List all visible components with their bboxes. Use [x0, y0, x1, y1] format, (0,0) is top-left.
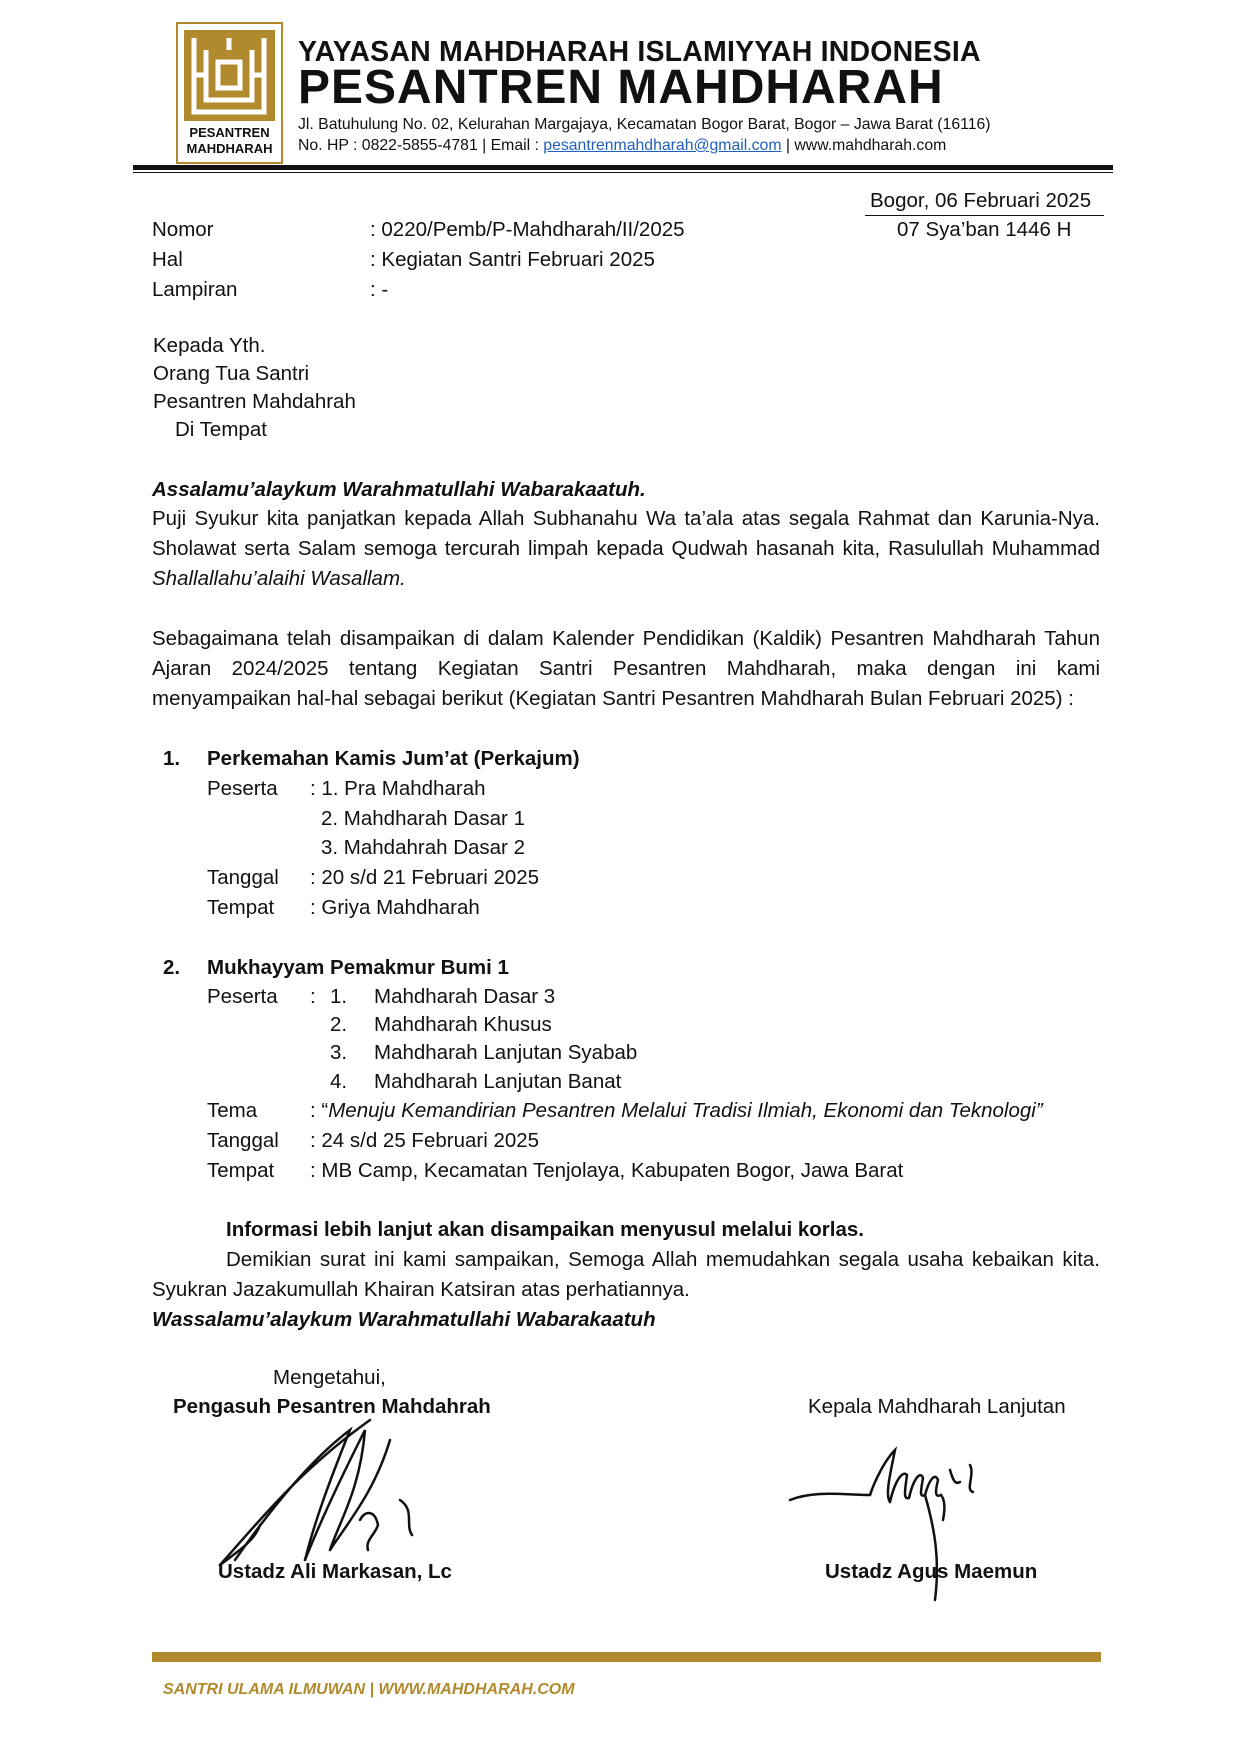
recipient-line-4: Di Tempat: [175, 418, 267, 441]
header-divider-thin: [133, 172, 1113, 173]
opening-line-2: Sholawat serta Salam semoga tercurah limpah kepada Qudwah hasanah kita, Rasulullah Muhammad: [152, 537, 1100, 560]
item2-tema-prefix: : “: [310, 1099, 329, 1122]
item2-tempat-label: Tempat: [207, 1159, 275, 1182]
hal-value: : Kegiatan Santri Februari 2025: [370, 248, 655, 271]
recipient-line-1: Kepada Yth.: [153, 334, 266, 357]
item2-tanggal: : 24 s/d 25 Februari 2025: [310, 1129, 540, 1152]
foundation-name: YAYASAN MAHDHARAH ISLAMIYYAH INDONESIA: [298, 36, 981, 68]
item2-tempat: : MB Camp, Kecamatan Tenjolaya, Kabupaten Bogor, Jawa Barat: [310, 1159, 904, 1182]
item2-peserta-num-1: 1.: [330, 985, 348, 1008]
recipient-line-3: Pesantren Mahdahrah: [153, 390, 356, 413]
item2-peserta-num-4: 4.: [330, 1070, 348, 1093]
item2-peserta-num-2: 2.: [330, 1013, 348, 1036]
email-link[interactable]: pesantrenmahdharah@gmail.com: [543, 137, 782, 154]
closing-line-2: Syukran Jazakumullah Khairan Katsiran atas perhatiannya.: [152, 1278, 690, 1301]
website-text: | www.mahdharah.com: [781, 137, 947, 154]
intro-line-2: Ajaran 2024/2025 tentang Kegiatan Santri Pesantren Mahdharah, maka dengan ini kami: [152, 657, 1100, 680]
logo-text-top: PESANTREN: [189, 125, 270, 140]
header-divider: [133, 165, 1113, 170]
hal-label: Hal: [152, 248, 183, 271]
lampiran-value: : -: [370, 278, 389, 301]
school-name: PESANTREN MAHDHARAH: [298, 61, 944, 114]
nomor-label: Nomor: [152, 218, 214, 241]
closing-info: Informasi lebih lanjut akan disampaikan menyusul melalui korlas.: [226, 1218, 864, 1241]
date-hijri: 07 Sya’ban 1446 H: [897, 218, 1072, 241]
left-signature-name: Ustadz Ali Markasan, Lc: [218, 1560, 452, 1583]
date-divider: [865, 215, 1104, 216]
lampiran-label: Lampiran: [152, 278, 238, 301]
item1-tempat-label: Tempat: [207, 896, 275, 919]
item1-peserta-2: 2. Mahdharah Dasar 1: [321, 807, 525, 830]
item1-tanggal-label: Tanggal: [207, 866, 279, 889]
item1-tempat: : Griya Mahdharah: [310, 896, 480, 919]
item2-tanggal-label: Tanggal: [207, 1129, 279, 1152]
footer-text: SANTRI ULAMA ILMUWAN | WWW.MAHDHARAH.COM: [163, 1681, 575, 1698]
closing-salam: Wassalamu’alaykum Warahmatullahi Wabarakaatuh: [152, 1308, 656, 1331]
item2-tema: [310, 1097, 1043, 1125]
item2-peserta-num-3: 3.: [330, 1041, 348, 1064]
footer-bar: [152, 1652, 1101, 1662]
intro-line-3: menyampaikan hal-hal sebagai berikut (Kegiatan Santri Pesantren Mahdharah Bulan Februari 2025) :: [152, 687, 1074, 710]
item1-number: 1.: [163, 747, 181, 770]
item2-number: 2.: [163, 956, 181, 979]
intro-line-1: Sebagaimana telah disampaikan di dalam Kalender Pendidikan (Kaldik) Pesantren Mahdharah Tahun: [152, 627, 1100, 650]
item2-title: Mukhayyam Pemakmur Bumi 1: [207, 956, 509, 979]
date-gregorian: Bogor, 06 Februari 2025: [870, 189, 1092, 212]
logo: [176, 22, 283, 164]
nomor-value: : 0220/Pemb/P-Mahdharah/II/2025: [370, 218, 685, 241]
right-signature-title: Kepala Mahdharah Lanjutan: [808, 1395, 1066, 1418]
item1-peserta-label: Peserta: [207, 777, 278, 800]
logo-text-bottom: MAHDHARAH: [186, 141, 273, 156]
left-signature-pre: Mengetahui,: [273, 1366, 386, 1389]
item2-peserta-label: Peserta: [207, 985, 278, 1008]
item1-tanggal: : 20 s/d 21 Februari 2025: [310, 866, 540, 889]
item2-peserta-3: Mahdharah Lanjutan Syabab: [374, 1041, 638, 1064]
opening-line-1: Puji Syukur kita panjatkan kepada Allah Subhanahu Wa ta’ala atas segala Rahmat dan Karunia-Nya.: [152, 507, 1100, 530]
address: Jl. Batuhulung No. 02, Kelurahan Margajaya, Kecamatan Bogor Barat, Bogor – Jawa Barat (16116): [298, 116, 991, 133]
recipient-line-2: Orang Tua Santri: [153, 362, 310, 385]
item2-tema-text: Menuju Kemandirian Pesantren Melalui Tradisi Ilmiah, Ekonomi dan Teknologi”: [328, 1099, 1043, 1122]
logo-emblem: [184, 30, 275, 121]
item1-peserta-1: : 1. Pra Mahdharah: [310, 777, 486, 800]
item2-tema-label: Tema: [207, 1099, 258, 1122]
item2-peserta-4: Mahdharah Lanjutan Banat: [374, 1070, 622, 1093]
contact-line: [298, 137, 946, 155]
item1-peserta-3: 3. Mahdahrah Dasar 2: [321, 836, 525, 859]
closing-line-1: Demikian surat ini kami sampaikan, Semoga Allah memudahkan segala usaha kebaikan kita.: [226, 1248, 1100, 1271]
kufic-pattern-icon: [184, 30, 275, 121]
item2-peserta-2: Mahdharah Khusus: [374, 1013, 552, 1036]
phone-text: No. HP : 0822-5855-4781 | Email :: [298, 137, 544, 154]
item1-title: Perkemahan Kamis Jum’at (Perkajum): [207, 747, 580, 770]
item2-peserta-colon: :: [310, 985, 316, 1008]
right-signature-name: Ustadz Agus Maemun: [825, 1560, 1038, 1583]
opening-salam: Assalamu’alaykum Warahmatullahi Wabarakaatuh.: [152, 478, 646, 501]
left-signature-title: Pengasuh Pesantren Mahdahrah: [173, 1395, 491, 1418]
left-handwritten-signature: [200, 1400, 440, 1580]
item2-peserta-1: Mahdharah Dasar 3: [374, 985, 556, 1008]
opening-line-3: Shallallahu’alaihi Wasallam.: [152, 567, 406, 590]
